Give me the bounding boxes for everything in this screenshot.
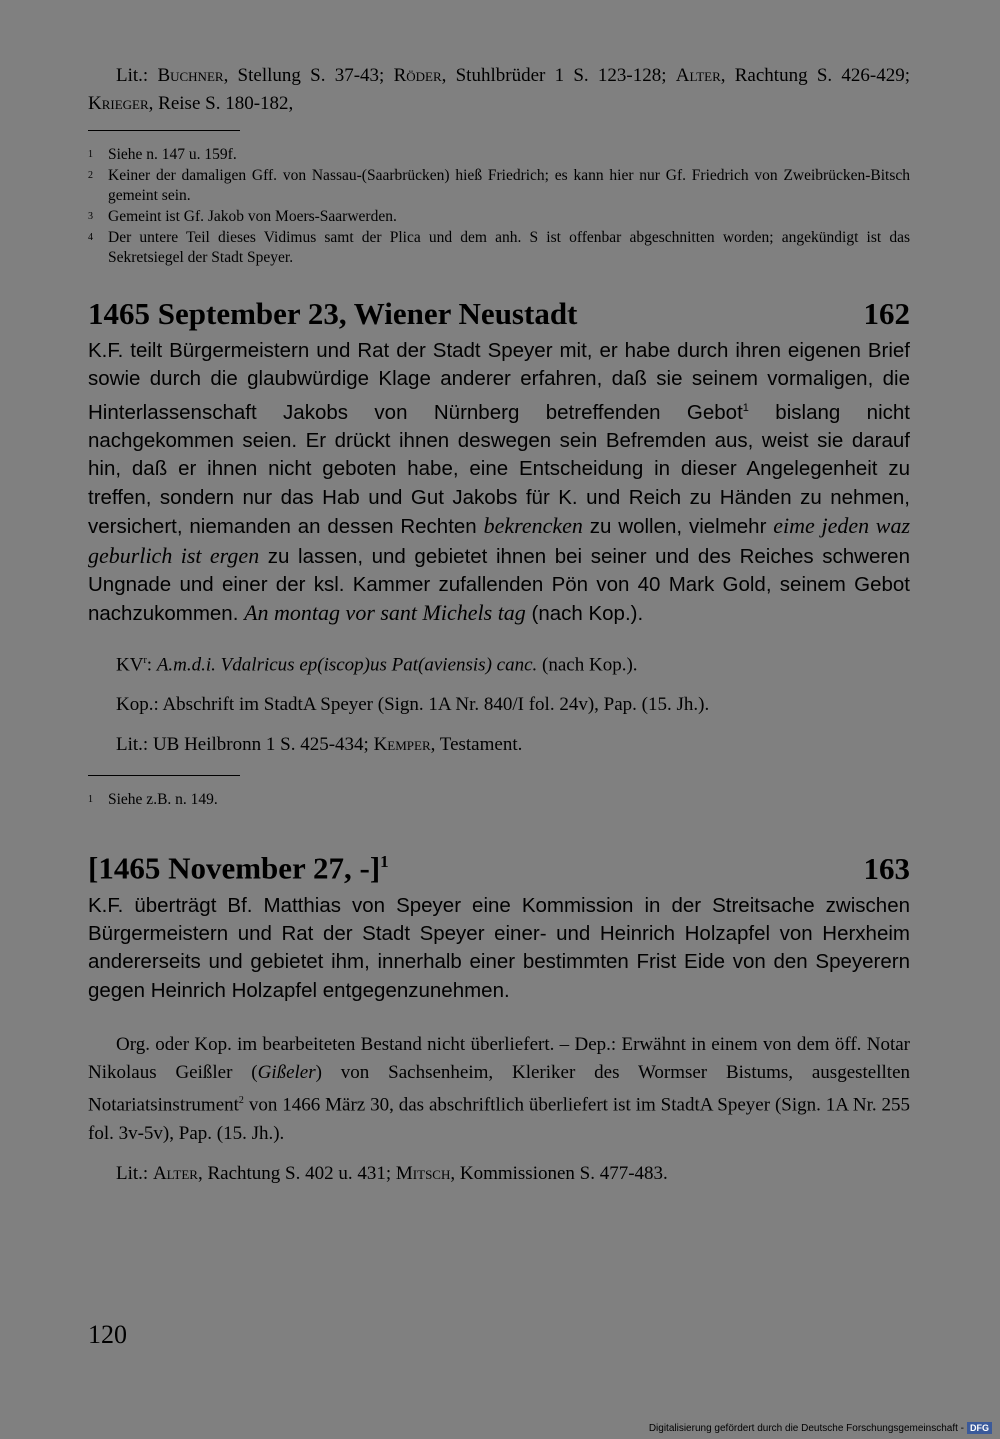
footnote-number: 1 bbox=[88, 794, 93, 806]
literature-163 bbox=[88, 1160, 910, 1188]
footnote-text: Gemeint ist Gf. Jakob von Moers-Saarwerden. bbox=[108, 208, 397, 225]
footnote-ref: 1 bbox=[742, 401, 749, 414]
entry-date-text: [1465 November 27, -] bbox=[88, 850, 381, 886]
note-text: Org. oder Kop. im bearbeiteten Bestand nicht überliefert. – Dep.: Erwähnt in einem von dem öff. Notar Nikolaus Geißler ( bbox=[88, 1034, 910, 1084]
lit-author: Kemper bbox=[373, 734, 431, 756]
entry-number: 162 bbox=[863, 296, 910, 331]
footnote bbox=[88, 166, 910, 206]
entry-date: 1465 September 23, Wiener Neustadt bbox=[88, 296, 578, 331]
lit-author: Röder bbox=[393, 65, 442, 86]
entry-date bbox=[88, 843, 389, 887]
note-text: von 1466 März 30, das abschriftlich überliefert ist im StadtA Speyer (Sign. 1A Nr. 255 fol. 3v-5v), Pap. (15. Jh.). bbox=[88, 1094, 910, 1144]
summary-text: K.F. teilt Bürgermeistern und Rat der Stadt Speyer mit, er habe durch ihren eigenen Brief sowie durch die glaubwürdige Klage anderer erfahren, daß sie seinem vormaligen, die Hinterlassenschaft Jakobs von Nürnberg betreffenden Gebot bbox=[88, 339, 910, 424]
lit-ref: , Stellung S. 37-43; bbox=[223, 65, 394, 86]
footnote-divider bbox=[88, 775, 240, 776]
quoted-text: eime jeden waz geburlich ist ergen bbox=[88, 513, 911, 568]
funding-footer bbox=[649, 1422, 992, 1434]
footnote-text: Der untere Teil dieses Vidimus samt der Plica und dem anh. S ist offenbar abgeschnitten worden; angekündigt ist das Sekretsiegel der Stadt Speyer. bbox=[108, 229, 910, 266]
summary-text: zu wollen, vielmehr bbox=[582, 515, 774, 539]
entry-summary-162 bbox=[88, 337, 910, 629]
kanzleivermerk bbox=[88, 647, 910, 679]
footnote-text: Siehe z.B. n. 149. bbox=[108, 791, 218, 809]
footer-text: Digitalisierung gefördert durch die Deutsche Forschungsgemeinschaft - bbox=[648, 1422, 964, 1434]
lit-author: Buchner bbox=[157, 65, 224, 86]
literature-162 bbox=[88, 731, 910, 759]
footnote-text: Siehe n. 147 u. 159f. bbox=[108, 146, 237, 163]
kv-text: A.m.d.i. Vdalricus ep(iscop)us Pat(aviensis) canc. bbox=[156, 654, 538, 676]
quoted-text: bekrencken bbox=[483, 513, 583, 539]
footnote-number: 3 bbox=[88, 211, 93, 222]
footnote-ref: 1 bbox=[380, 852, 389, 872]
footnote bbox=[88, 228, 910, 268]
lit-ref: , Kommissionen S. 477-483. bbox=[450, 1162, 668, 1184]
top-literature bbox=[88, 62, 910, 118]
note-text: ) von Sachsenheim, Kleriker des Wormser Bistums, ausgestellten Notariatsinstrument bbox=[88, 1062, 911, 1116]
kv-label: KV bbox=[116, 654, 144, 676]
summary-text: bislang nicht nachgekommen seien. Er drückt ihnen deswegen sein Befremden aus, weist sie darauf hin, daß er ihnen nicht geboten habe, eine Entscheidung in dieser Angelegenheit zu treffen, sondern nur das Hab und Gut Jakobs für K. und Reich zu Händen zu nehmen, versichert, niemanden an dessen Rechten bbox=[88, 400, 910, 539]
lit-ref: , Stuhlbrüder 1 S. 123-128; bbox=[441, 65, 676, 86]
quoted-text: Gißeler bbox=[257, 1062, 316, 1084]
transmission-note-163 bbox=[88, 1031, 910, 1147]
entry-heading-163 bbox=[88, 843, 910, 887]
top-footnotes bbox=[88, 145, 910, 268]
footnote bbox=[88, 790, 910, 810]
copy-note: Kop.: Abschrift im StadtA Speyer (Sign. 1A Nr. 840/I fol. 24v), Pap. (15. Jh.). bbox=[116, 694, 710, 716]
lit-prefix: Lit.: bbox=[116, 1162, 153, 1184]
entry-heading-162 bbox=[88, 295, 910, 333]
lit-author: Mitsch bbox=[395, 1162, 451, 1184]
page-content bbox=[88, 62, 910, 1188]
dfg-logo-icon: DFG bbox=[967, 1422, 992, 1434]
kv-rest: (nach Kop.). bbox=[537, 654, 638, 676]
summary-text: (nach Kop.). bbox=[525, 602, 644, 626]
quoted-text: An montag vor sant Michels tag bbox=[244, 600, 526, 626]
footnote-number: 2 bbox=[88, 170, 93, 181]
kv-sup: r bbox=[143, 654, 147, 666]
footnote-ref: 2 bbox=[238, 1095, 244, 1107]
lit-ref: , Rachtung S. 426-429; bbox=[720, 65, 910, 86]
lit-ref: , Reise S. 180-182, bbox=[148, 93, 294, 114]
kv-colon: : bbox=[146, 654, 157, 676]
entry-number: 163 bbox=[863, 850, 910, 886]
footnote-text: Keiner der damaligen Gff. von Nassau-(Saarbrücken) hieß Friedrich; es kann hier nur Gf. Friedrich von Zweibrücken-Bitsch gemeint sein. bbox=[108, 167, 910, 204]
entry-summary-163: K.F. überträgt Bf. Matthias von Speyer eine Kommission in der Streitsache zwischen Bürgermeistern und Rat der Stadt Speyer einer- und Heinrich Holzapfel von Herxheim andererseits und gebietet ihm, innerhalb einer bestimmten Frist Eide von den Speyerern gegen Heinrich Holzapfel entgegenzunehmen. bbox=[88, 893, 910, 1002]
footnote bbox=[88, 145, 910, 165]
lit-author: Alter bbox=[152, 1162, 198, 1184]
page-number: 120 bbox=[88, 1320, 127, 1349]
summary-text: zu lassen, und gebietet ihnen bei seiner und des Reiches schweren Ungnade und einer der ksl. Kammer zufallenden Pön von 40 Mark Gold, seinem Gebot nachzukommen. bbox=[88, 544, 910, 626]
lit-prefix: Lit.: UB Heilbronn 1 S. 425-434; bbox=[116, 734, 374, 756]
lit-ref: , Rachtung S. 402 u. 431; bbox=[197, 1162, 396, 1184]
footnote-divider bbox=[88, 130, 240, 131]
lit-author: Alter bbox=[675, 65, 721, 86]
footnote-number: 1 bbox=[88, 149, 93, 160]
lit-author: Krieger bbox=[88, 93, 149, 114]
footnote bbox=[88, 207, 910, 227]
lit-ref: , Testament. bbox=[430, 734, 523, 756]
footnote-number: 4 bbox=[88, 232, 93, 243]
lit-prefix: Lit.: bbox=[116, 65, 158, 86]
